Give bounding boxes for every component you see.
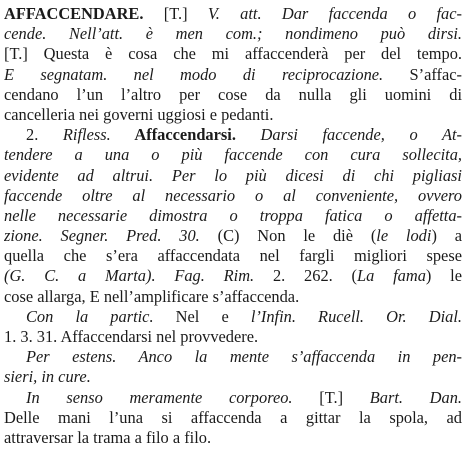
subheadword: Affaccendarsi.: [110, 125, 261, 145]
text-run: attraversar la trama a filo a filo.: [4, 427, 212, 447]
text-run: cendano l’un l’altro per cose da nulla gli uomini di: [4, 84, 462, 104]
headword: AFFACCENDARE.: [4, 4, 144, 23]
entry-line: [4, 327, 462, 347]
entry-line: [4, 85, 462, 105]
text-run: ) a: [431, 226, 462, 246]
text-run: 2. 262. (: [254, 266, 357, 286]
text-run: quella che s’era affaccendata nel fargli migliori spese: [4, 246, 462, 266]
entry-line: [4, 367, 462, 387]
source-mark: [T.]: [143, 4, 208, 23]
text-run: Rifless.: [62, 125, 111, 145]
entry-line: [4, 186, 462, 206]
entry-line: [4, 105, 462, 125]
text-run: tendere a una o più faccende con cura sollecita,: [4, 145, 462, 165]
text-run: (C) Non le diè (: [199, 226, 377, 246]
entry-line: [4, 408, 462, 428]
text-run: E segnatam. nel modo di reciprocazione.: [4, 64, 384, 84]
text-run: Delle mani l’una si affaccenda a gittar la spola, ad: [4, 407, 462, 427]
text-run: (G. C. a Marta). Fag. Rim.: [4, 266, 255, 286]
entry-line: [4, 206, 462, 226]
text-run: In senso meramente corporeo.: [26, 387, 293, 407]
entry-line: [4, 287, 462, 307]
text-run: l’Infin. Rucell. Or. Dial.: [250, 306, 462, 326]
entry-line: [4, 428, 462, 448]
text-run: evidente ad altrui. Per lo più dicesi di chi pigliasi: [4, 165, 462, 185]
entry-line: [4, 44, 462, 64]
source-mark: [T.]: [292, 387, 370, 407]
entry-line: [4, 125, 462, 145]
entry-line: [4, 246, 462, 266]
grammar-note: V. att. Dar faccenda o fac-: [207, 4, 462, 23]
text-run: 1. 3. 31. Affaccendarsi nel provvedere.: [4, 327, 259, 346]
entry-line: [4, 65, 462, 85]
entry-line: [4, 166, 462, 186]
text-run: sieri, in cure.: [4, 367, 91, 387]
entry-line: [4, 347, 462, 367]
text-run: Nel e: [153, 306, 251, 326]
entry-line: [4, 4, 462, 24]
entry-line: [4, 388, 462, 408]
text-run: cende. Nell’att. è men com.; nondimeno può dirsi.: [4, 24, 462, 44]
text-run: faccende oltre al necessario o al conveniente, ovvero: [4, 185, 462, 205]
text-run: [T.] Questa è cosa che mi affaccenderà per del tempo.: [4, 44, 462, 64]
text-run: nelle necessarie dimostra o troppa fatica o affetta-: [4, 205, 462, 225]
text-run: Per estens. Anco la mente s’affaccenda in pen-: [26, 347, 462, 367]
text-run: ) le: [425, 266, 462, 286]
entry-line: [4, 24, 462, 44]
entry-line: [4, 307, 462, 327]
entry-line: [4, 226, 462, 246]
text-run: Bart. Dan.: [369, 387, 462, 407]
text-run: zione. Segner. Pred. 30.: [4, 226, 200, 246]
text-run: le lodi: [376, 226, 432, 246]
entry-line: [4, 266, 462, 286]
text-run: Darsi faccende, o At-: [260, 125, 462, 145]
text-run: S’affac-: [383, 64, 462, 84]
sense-number: 2.: [26, 125, 63, 145]
entry-line: [4, 145, 462, 165]
text-run: cose allarga, E nell’amplificare s’affaccenda.: [4, 286, 300, 306]
text-run: La fama: [357, 266, 426, 286]
text-run: Con la partic.: [26, 306, 154, 326]
text-run: cancelleria nei governi uggiosi e pedanti.: [4, 104, 274, 124]
